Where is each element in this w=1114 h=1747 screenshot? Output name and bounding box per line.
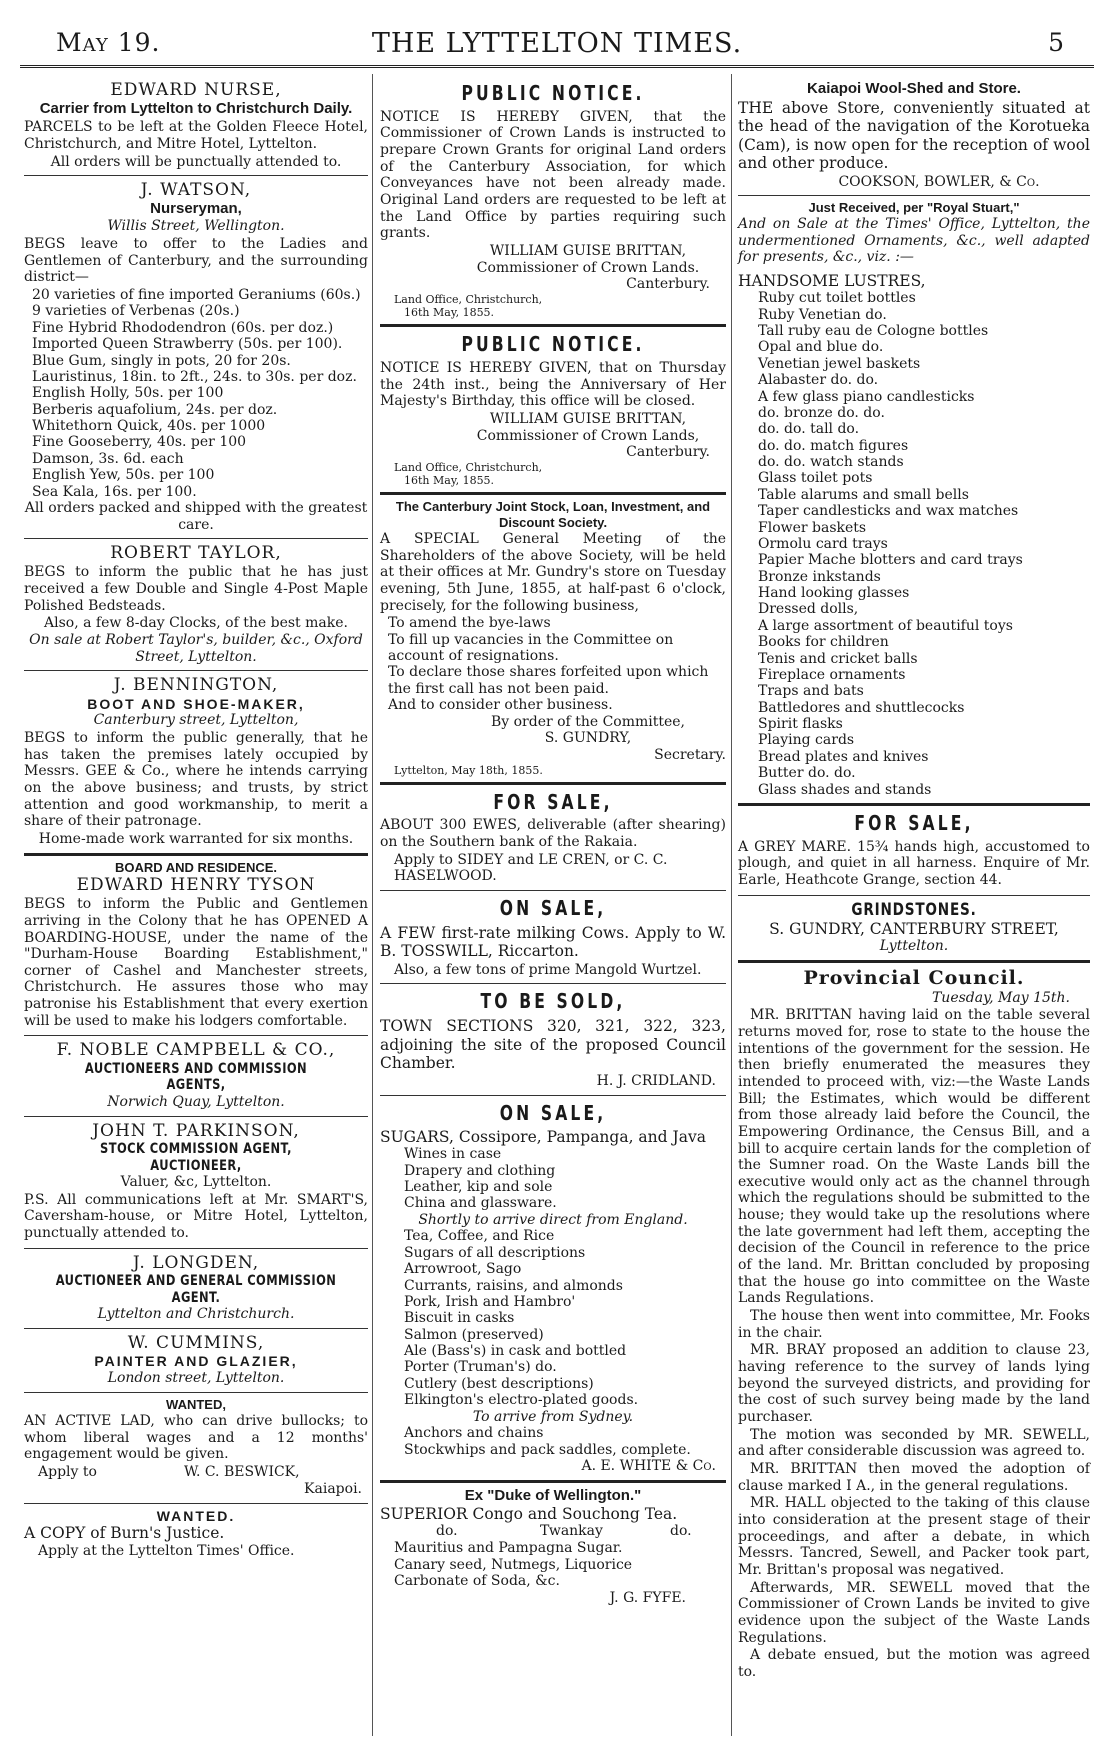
arrival-note: To arrive from Sydney. — [472, 1408, 634, 1425]
ad-heading: WANTED, — [166, 1396, 226, 1412]
ornament-item: Dressed dolls, — [758, 601, 859, 618]
ornament-item: Hand looking glasses — [758, 585, 910, 602]
price-list-item: Damson, 3s. 6d. each — [32, 450, 184, 467]
goods-item: Cutlery (best descriptions) — [404, 1375, 594, 1392]
ad-note: All orders will be punctually attended to. — [50, 153, 342, 170]
ornament-item: Venetian jewel baskets — [758, 355, 921, 372]
ad-intro: And on Sale at the Times' Office, Lyttelton, the undermentioned Ornaments, &c., well adapted for presents, &c., viz. :— — [738, 215, 1090, 266]
ditto-mark: do. — [670, 1523, 692, 1540]
ad-grindstones — [738, 896, 1090, 963]
article-paragraph: Afterwards, MR. SEWELL moved that the Commissioner of Crown Lands be invited to give evidence upon the subject of the Waste Lands Regulations. — [738, 1579, 1090, 1646]
article-body — [738, 1007, 1090, 1680]
notice-place: Land Office, Christchurch, — [394, 460, 543, 474]
page-number: 5 — [1048, 28, 1064, 57]
ornament-item: Papier Mache blotters and card trays — [758, 552, 1023, 569]
advertiser-name: JOHN T. PARKINSON, — [92, 1120, 300, 1141]
goods-item: Pork, Irish and Hambro' — [404, 1293, 576, 1310]
apply-name: W. C. BESWICK, — [184, 1463, 300, 1480]
ornament-item: A large assortment of beautiful toys — [758, 617, 1013, 634]
ad-lead: HANDSOME LUSTRES, — [738, 271, 926, 290]
ad-parkinson — [24, 1117, 368, 1249]
ad-apply: Apply at the Lyttelton Times' Office. — [38, 1542, 295, 1559]
business-item: To fill up vacancies in the Committee on account of resignations. — [388, 631, 674, 665]
ad-line: SUPERIOR Congo and Souchong Tea. — [380, 1504, 678, 1523]
ad-royal-stuart — [738, 196, 1090, 806]
ad-body: BEGS to inform the public that he has just received a few Double and Single 4-Post Maple Polished Bedsteads. — [24, 564, 368, 614]
ad-trade: STOCK COMMISSION AGENT, AUCTIONEER, — [100, 1140, 292, 1174]
ornament-item: A few glass piano candlesticks — [758, 388, 975, 405]
ad-public-notice-grants — [380, 76, 726, 327]
goods-item: Anchors and chains — [404, 1425, 544, 1442]
goods-item: Ale (Bass's) in cask and bottled — [404, 1343, 627, 1360]
ornament-item: Opal and blue do. — [758, 339, 884, 356]
article-paragraph: MR. BRAY proposed an addition to clause 23, having reference to the survey of lands lying beyond the surveyed districts, and providing for the cost of such survey being made by the land purchaser. — [738, 1342, 1090, 1425]
ad-signature: H. J. CRIDLAND. — [596, 1073, 716, 1090]
goods-item: Sugars of all descriptions — [404, 1244, 586, 1261]
ad-ewes — [380, 785, 726, 891]
column-right — [738, 76, 1090, 1687]
ad-heading: Just Received, per "Royal Stuart," — [808, 200, 1020, 216]
ad-kaiapoi-woolshed — [738, 76, 1090, 196]
business-item: To declare those shares forfeited upon which the first call has not been paid. — [388, 664, 709, 697]
ornament-item: Playing cards — [758, 732, 855, 749]
ad-trade: PAINTER AND GLAZIER, — [94, 1353, 298, 1370]
price-list-item: English Yew, 50s. per 100 — [32, 467, 215, 484]
goods-item: Wines in case — [404, 1146, 502, 1163]
article-paragraph: MR. BRITTAN having laid on the table several returns moved for, rose to state to the house the intentions of the government for the session. He then briefly enumerated the measures they intended to proceed with, viz:—the Waste Lands Bill; the Estimates, which would be different from those already laid before the Council, the Empowering Ordinance, the Census Bill, and a bill to acquire certain lands for the completion of the Sumner road. On the Waste Lands bill the executive would only act as the channel through which the regulations should be submitted to the house; they would take up the resolutions where the late government had left them, accepting the decision of the Council in reference to the price of the land. Mr. Brittan concluded by proposing that the house go into committee on the Waste Lands Regulations. — [738, 1007, 1090, 1307]
goods-item: Salmon (preserved) — [404, 1326, 544, 1343]
ad-bennington — [24, 671, 368, 855]
signature-title: Secretary. — [654, 746, 726, 763]
business-item: And to consider other business. — [388, 697, 613, 714]
ad-trade: AUCTIONEERS AND COMMISSION AGENTS, — [84, 1060, 308, 1094]
ad-public-notice-birthday — [380, 327, 726, 495]
ad-also: Also, a few 8-day Clocks, of the best make. — [44, 615, 348, 632]
ad-heading: ON SALE, — [499, 896, 607, 920]
ornament-item: Alabaster do. do. — [758, 372, 879, 389]
apply-label: Apply to — [38, 1463, 97, 1480]
signature-name: WILLIAM GUISE BRITTAN, — [489, 410, 687, 427]
ad-heading: ON SALE, — [499, 1101, 607, 1126]
ad-trade: Nurseryman, — [150, 200, 242, 218]
price-list-item: Lauristinus, 18in. to 2ft., 24s. to 30s. per doz. — [32, 368, 357, 385]
notice-date: 16th May, 1855. — [404, 306, 495, 320]
ornament-item: do. bronze do. do. — [758, 404, 885, 421]
goods-item: Elkington's electro-plated goods. — [404, 1392, 639, 1409]
ad-note: All orders packed and shipped with the greatest care. — [24, 499, 368, 533]
ornaments-list — [738, 290, 1090, 798]
article-paragraph: MR. BRITTAN then moved the adoption of clause marked I A., in the general regulations. — [738, 1460, 1090, 1494]
society-date: Lyttelton, May 18th, 1855. — [394, 763, 543, 777]
goods-item: Porter (Truman's) do. — [404, 1359, 557, 1376]
ad-body: BEGS to inform the Public and Gentlemen arriving in the Colony that he has OPENED A BOARDING-HOUSE, under the name of the "Durham-House Boarding Establishment," corner of Cashel and Manchester streets, Christchurch. He assures those who may patronise his Establishment that every exertion will be used to make his lodgers comfortable. — [24, 896, 368, 1029]
business-item: To amend the bye-laws — [388, 615, 551, 632]
price-list-item: English Holly, 50s. per 100 — [32, 385, 224, 402]
ad-line-twankay — [380, 1523, 726, 1540]
price-list-item: 9 varieties of Verbenas (20s.) — [32, 303, 240, 320]
ad-heading: TO BE SOLD, — [480, 989, 626, 1014]
ad-longden — [24, 1249, 368, 1329]
issue-date: May 19. — [56, 28, 161, 57]
goods-item: Currants, raisins, and almonds — [404, 1277, 623, 1294]
article-paragraph: The motion was seconded by MR. SEWELL, and after considerable discussion was agreed to. — [738, 1426, 1090, 1460]
masthead — [20, 24, 1094, 68]
ornament-item: Glass shades and stands — [758, 781, 932, 798]
advertiser-name: EDWARD HENRY TYSON — [76, 874, 316, 895]
tea-name: Twankay — [540, 1523, 603, 1540]
goods-item: Tea, Coffee, and Rice — [404, 1228, 555, 1245]
ad-wanted-copy — [24, 1504, 368, 1565]
advertiser-name: F. NOBLE CAMPBELL & CO., — [56, 1040, 336, 1061]
column-middle — [380, 76, 726, 1612]
advertiser-name: ROBERT TAYLOR, — [110, 543, 282, 564]
column-left — [24, 76, 368, 1564]
ad-address: London street, Lyttelton. — [107, 1369, 285, 1386]
price-list-item: Whitethorn Quick, 40s. per 1000 — [32, 418, 266, 435]
ad-heading: BOARD AND RESIDENCE. — [114, 859, 278, 875]
ornament-item: Taper candlesticks and wax matches — [758, 503, 1019, 520]
ad-tyson — [24, 856, 368, 1037]
goods-item: China and glassware. — [404, 1195, 557, 1212]
ad-body: A FEW first-rate milking Cows. Apply to W. B. TOSSWILL, Riccarton. — [380, 923, 726, 961]
ad-grey-mare — [738, 806, 1090, 896]
ad-signature: COOKSON, BOWLER, & Co. — [838, 173, 1040, 190]
notice-date: 16th May, 1855. — [404, 473, 495, 487]
advertiser-name: J. WATSON, — [140, 180, 252, 201]
ad-heading: Kaiapoi Wool-Shed and Store. — [807, 80, 1021, 97]
price-list-item: Blue Gum, singly in pots, 20 for 20s. — [32, 352, 291, 369]
ad-apply: Apply to SIDEY and LE CREN, or C. C. HASELWOOD. — [394, 851, 668, 885]
ornament-item: Bread plates and knives — [758, 748, 929, 765]
article-provincial-council — [738, 963, 1090, 1687]
price-list-item: Fine Gooseberry, 40s. per 100 — [32, 434, 247, 451]
ad-campbell — [24, 1036, 368, 1116]
ornament-item: Traps and bats — [758, 683, 864, 700]
ad-heading: WANTED. — [156, 1507, 236, 1524]
ad-wanted-lad — [24, 1393, 368, 1504]
ornament-item: do. do. tall do. — [758, 421, 860, 438]
advertiser-name: EDWARD NURSE, — [110, 80, 282, 100]
ornament-item: Bronze inkstands — [758, 568, 881, 585]
notice-body: NOTICE IS HEREBY GIVEN, that on Thursday the 24th inst., being the Anniversary of Her Majesty's Birthday, this office will be closed. — [380, 359, 726, 410]
ornament-item: Table alarums and small bells — [758, 486, 969, 503]
ad-sugars — [380, 1096, 726, 1483]
ad-address: Norwich Quay, Lyttelton. — [107, 1093, 285, 1110]
ad-heading: Ex "Duke of Wellington." — [464, 1486, 642, 1504]
ad-body: ABOUT 300 EWES, deliverable (after shearing) on the Southern bank of the Rakaia. — [380, 817, 726, 851]
notice-body: NOTICE IS HEREBY GIVEN, that the Commissioner of Crown Lands is instructed to prepare Crown Grants for original Land orders of the Canterbury Association, for which Conveyances have not been already made. Original Land orders are requested to be left at the Land Office by parties requiring such grants. — [380, 108, 726, 242]
signature-name: WILLIAM GUISE BRITTAN, — [489, 243, 687, 260]
ad-address: On sale at Robert Taylor's, builder, &c., Oxford Street, Lyttelton. — [29, 632, 363, 665]
ad-heading: FOR SALE, — [493, 789, 613, 814]
ad-line: Mauritius and Pampagna Sugar. — [394, 1540, 623, 1557]
ad-town-sections — [380, 984, 726, 1096]
goods-item: Stockwhips and pack saddles, complete. — [404, 1441, 691, 1458]
apply-place: Kaiapoi. — [304, 1480, 362, 1497]
ad-place: Lyttelton. — [879, 938, 949, 955]
ad-note: Home-made work warranted for six months. — [38, 830, 354, 847]
ditto-mark: do. — [436, 1523, 458, 1540]
ad-address: Canterbury street, Lyttelton, — [93, 712, 299, 729]
advertiser-name: J. BENNINGTON, — [113, 675, 279, 696]
goods-item: Leather, kip and sole — [404, 1179, 553, 1196]
goods-list — [380, 1146, 726, 1212]
ad-body: THE above Store, conveniently situated at the head of the navigation of the Korotueka (Cam), is now open for the reception of wool and other produce. — [738, 99, 1090, 173]
ad-cummins — [24, 1329, 368, 1393]
goods-list — [380, 1425, 726, 1458]
ornament-item: Ruby cut toilet bottles — [758, 290, 916, 307]
ornament-item: Ormolu card trays — [758, 535, 888, 552]
ad-sub: Valuer, &c, Lyttelton. — [120, 1174, 272, 1191]
signature-title: Commissioner of Crown Lands. — [476, 259, 700, 276]
ornament-item: do. do. watch stands — [758, 454, 904, 471]
goods-item: Biscuit in casks — [404, 1310, 515, 1327]
advertiser-name: J. LONGDEN, — [132, 1252, 260, 1273]
ornament-item: Battledores and shuttlecocks — [758, 699, 965, 716]
ornament-item: Spirit flasks — [758, 716, 843, 733]
column-rule — [372, 74, 373, 1736]
ornament-item: do. do. match figures — [758, 437, 909, 454]
ad-body: AN ACTIVE LAD, who can drive bullocks; to whom liberal wages and a 12 months' engagement would be given. — [24, 1412, 368, 1463]
ad-watson — [24, 176, 368, 539]
ad-edward-nurse — [24, 76, 368, 176]
ornament-item: Tall ruby eau de Cologne bottles — [758, 323, 989, 340]
ad-line: Canary seed, Nutmegs, Liquorice — [394, 1556, 633, 1573]
ornament-item: Flower baskets — [758, 519, 867, 536]
ad-body: P.S. All communications left at Mr. SMART'S, Caversham-house, or Mitre Hotel, Lyttelton, punctually attended to. — [24, 1191, 368, 1242]
ornament-item: Ruby Venetian do. — [758, 306, 887, 323]
ad-trade: Carrier from Lyttelton to Christchurch Daily. — [39, 100, 353, 118]
ad-heading: GRINDSTONES. — [851, 899, 977, 920]
notice-place: Land Office, Christchurch, — [394, 293, 543, 307]
ad-body: PARCELS to be left at the Golden Fleece Hotel, Christchurch, and Mitre Hotel, Lyttelton. — [24, 119, 368, 152]
price-list-item: 20 varieties of fine imported Geraniums (60s.) — [32, 287, 361, 304]
ad-trade: AUCTIONEER AND GENERAL COMMISSION AGENT. — [55, 1273, 337, 1306]
ad-robert-taylor — [24, 539, 368, 671]
ad-signature: A. E. WHITE & Co. — [581, 1458, 716, 1475]
notice-heading: PUBLIC NOTICE. — [461, 332, 645, 357]
notice-signature — [380, 243, 726, 293]
ad-address: Willis Street, Wellington. — [107, 218, 285, 235]
ornament-item: Books for children — [758, 634, 889, 651]
ad-duke-of-wellington — [380, 1483, 726, 1612]
ad-heading: FOR SALE, — [854, 810, 974, 835]
ad-also: Also, a few tons of prime Mangold Wurtzel. — [394, 961, 702, 978]
ad-signature: J. G. FYFE. — [609, 1590, 686, 1607]
signature-name: S. GUNDRY, — [544, 730, 632, 747]
ad-line: S. GUNDRY, CANTERBURY STREET, — [769, 919, 1059, 938]
society-signature — [380, 714, 726, 764]
price-list — [24, 287, 368, 500]
ad-intro: SUGARS, Cossipore, Pampanga, and Java — [380, 1127, 706, 1146]
ornament-item: Glass toilet pots — [758, 470, 873, 487]
ad-body: BEGS leave to offer to the Ladies and Gentlemen of Canterbury, and the surrounding district— — [24, 236, 368, 286]
goods-item: Drapery and clothing — [404, 1162, 556, 1179]
price-list-item: Imported Queen Strawberry (50s. per 100). — [32, 336, 343, 353]
signature-title: Commissioner of Crown Lands, — [476, 427, 700, 444]
business-list — [380, 615, 726, 713]
article-heading: Provincial Council. — [803, 966, 1025, 989]
price-list-item: Fine Hybrid Rhododendron (60s. per doz.) — [32, 319, 334, 336]
ad-body: BEGS to inform the public generally, that he has taken the premises lately occupied by Messrs. GEE & Co., where he intends carrying on the above business; and trusts, by strict attention and good workmanship, to merit a share of their patronage. — [24, 729, 368, 830]
article-paragraph: MR. HALL objected to the taking of this clause into consideration at the present stage of their proceedings, and after a debate, in which Messrs. Tancred, Sewell, and Packer took part, Mr. Brittan's proposal was negatived. — [738, 1495, 1090, 1578]
ad-body: A GREY MARE. 15¾ hands high, accustomed to plough, and quiet in all harness. Enquire of Mr. Earle, Heathcote Grange, section 44. — [738, 838, 1090, 889]
society-heading: The Canterbury Joint Stock, Loan, Investment, and Discount Society. — [395, 499, 711, 530]
signature-place: Canterbury. — [626, 444, 710, 461]
ad-line: Carbonate of Soda, &c. — [394, 1573, 560, 1590]
price-list-item: Sea Kala, 16s. per 100. — [32, 483, 197, 500]
ad-apply — [24, 1464, 368, 1481]
ornament-item: Fireplace ornaments — [758, 666, 906, 683]
ad-trade: BOOT AND SHOE-MAKER, — [87, 695, 305, 712]
article-paragraph: The house then went into committee, Mr. Fooks in the chair. — [738, 1308, 1090, 1341]
ad-cows — [380, 891, 726, 984]
column-rule — [731, 74, 732, 1736]
society-body: A SPECIAL General Meeting of the Shareholders of the above Society, will be held at their offices at Mr. Gundry's store on Tuesday evening, 5th June, 1855, at half-past 6 o'clock, precisely, for the following business, — [380, 531, 726, 614]
signature-order: By order of the Committee, — [490, 713, 686, 730]
advertiser-name: W. CUMMINS, — [127, 1332, 265, 1353]
ad-canterbury-society — [380, 495, 726, 785]
ornament-item: Butter do. do. — [758, 765, 856, 782]
notice-heading: PUBLIC NOTICE. — [461, 81, 645, 105]
ad-address: Lyttelton and Christchurch. — [97, 1306, 295, 1323]
article-paragraph: A debate ensued, but the motion was agreed to. — [738, 1647, 1090, 1680]
price-list-item: Berberis aquafolium, 24s. per doz. — [32, 401, 278, 418]
goods-list — [380, 1228, 726, 1408]
notice-signature — [380, 411, 726, 461]
goods-item: Arrowroot, Sago — [404, 1261, 522, 1278]
newspaper-title: THE LYTTELTON TIMES. — [371, 28, 743, 59]
ornament-item: Tenis and cricket balls — [758, 650, 918, 667]
signature-place: Canterbury. — [626, 276, 710, 293]
arrival-note: Shortly to arrive direct from England. — [418, 1211, 688, 1228]
ad-body: A COPY of Burn's Justice. — [24, 1524, 225, 1543]
article-date: Tuesday, May 15th. — [931, 989, 1070, 1006]
ad-body: TOWN SECTIONS 320, 321, 322, 323, adjoining the site of the proposed Council Chamber. — [380, 1017, 726, 1072]
